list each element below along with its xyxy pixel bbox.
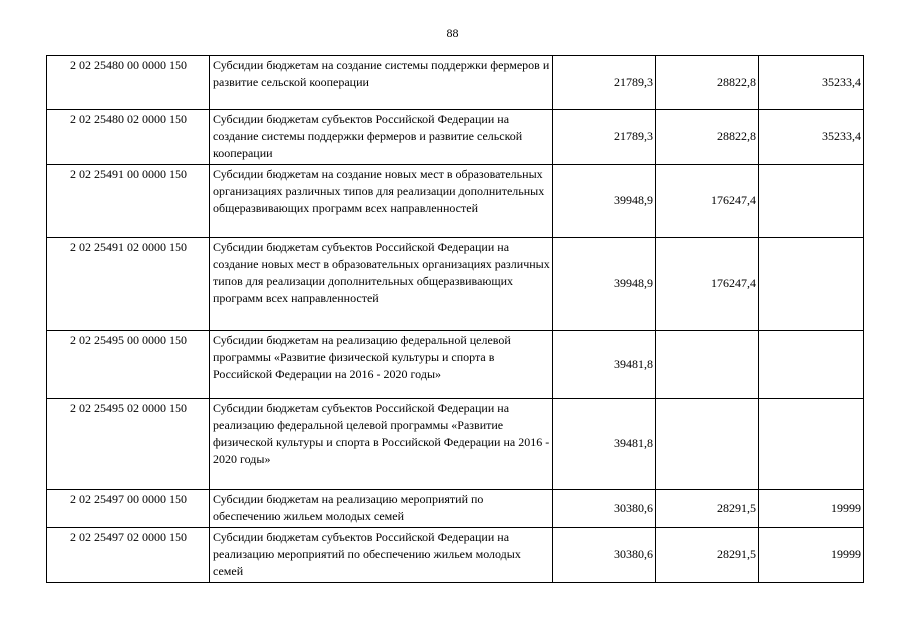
year2-amount-cell: 28291,5 [656, 490, 759, 528]
table-row [47, 56, 864, 110]
year1-amount-cell: 30380,6 [553, 490, 656, 528]
year2-amount-cell: 28822,8 [656, 110, 759, 165]
year1-amount-cell: 39948,9 [553, 238, 656, 331]
table-row [47, 399, 864, 490]
budget-code-cell: 2 02 25480 02 0000 150 [47, 110, 210, 165]
year3-amount-cell [759, 331, 864, 399]
description-cell: Субсидии бюджетам субъектов Российской Федерации на создание новых мест в образовательных организациях различных типов для реализации дополнительных общеразвивающих программ всех направленностей [210, 238, 553, 331]
year2-amount-cell: 176247,4 [656, 238, 759, 331]
table-row [47, 165, 864, 238]
description-cell: Субсидии бюджетам на создание системы поддержки фермеров и развитие сельской кооперации [210, 56, 553, 110]
year1-amount-cell: 39481,8 [553, 331, 656, 399]
year1-amount-cell: 39948,9 [553, 165, 656, 238]
year3-amount-cell: 35233,4 [759, 56, 864, 110]
year2-amount-cell [656, 399, 759, 490]
budget-code-cell: 2 02 25497 02 0000 150 [47, 528, 210, 583]
description-cell: Субсидии бюджетам на реализацию мероприятий по обеспечению жильем молодых семей [210, 490, 553, 528]
budget-code-cell: 2 02 25480 00 0000 150 [47, 56, 210, 110]
budget-revenue-table [46, 55, 864, 583]
year3-amount-cell: 35233,4 [759, 110, 864, 165]
table-row [47, 331, 864, 399]
year3-amount-cell [759, 238, 864, 331]
year2-amount-cell [656, 331, 759, 399]
budget-code-cell: 2 02 25491 00 0000 150 [47, 165, 210, 238]
year3-amount-cell: 19999 [759, 490, 864, 528]
year2-amount-cell: 28822,8 [656, 56, 759, 110]
year1-amount-cell: 21789,3 [553, 110, 656, 165]
year1-amount-cell: 39481,8 [553, 399, 656, 490]
year1-amount-cell: 30380,6 [553, 528, 656, 583]
table-row [47, 238, 864, 331]
description-cell: Субсидии бюджетам субъектов Российской Федерации на реализацию федеральной целевой программы «Развитие физической культуры и спорта в Российской Федерации на 2016 - 2020 годы» [210, 399, 553, 490]
description-cell: Субсидии бюджетам субъектов Российской Федерации на создание системы поддержки фермеров и развитие сельской кооперации [210, 110, 553, 165]
description-cell: Субсидии бюджетам субъектов Российской Федерации на реализацию мероприятий по обеспечению жильем молодых семей [210, 528, 553, 583]
table-row [47, 490, 864, 528]
year3-amount-cell: 19999 [759, 528, 864, 583]
year1-amount-cell: 21789,3 [553, 56, 656, 110]
year3-amount-cell [759, 399, 864, 490]
budget-code-cell: 2 02 25495 00 0000 150 [47, 331, 210, 399]
budget-code-cell: 2 02 25497 00 0000 150 [47, 490, 210, 528]
budget-code-cell: 2 02 25495 02 0000 150 [47, 399, 210, 490]
description-cell: Субсидии бюджетам на реализацию федеральной целевой программы «Развитие физической культуры и спорта в Российской Федерации на 2016 - 2020 годы» [210, 331, 553, 399]
year3-amount-cell [759, 165, 864, 238]
table-row [47, 110, 864, 165]
year2-amount-cell: 176247,4 [656, 165, 759, 238]
table-row [47, 528, 864, 583]
page-number: 88 [446, 26, 459, 40]
budget-code-cell: 2 02 25491 02 0000 150 [47, 238, 210, 331]
description-cell: Субсидии бюджетам на создание новых мест в образовательных организациях различных типов для реализации дополнительных общеразвивающих программ всех направленностей [210, 165, 553, 238]
year2-amount-cell: 28291,5 [656, 528, 759, 583]
